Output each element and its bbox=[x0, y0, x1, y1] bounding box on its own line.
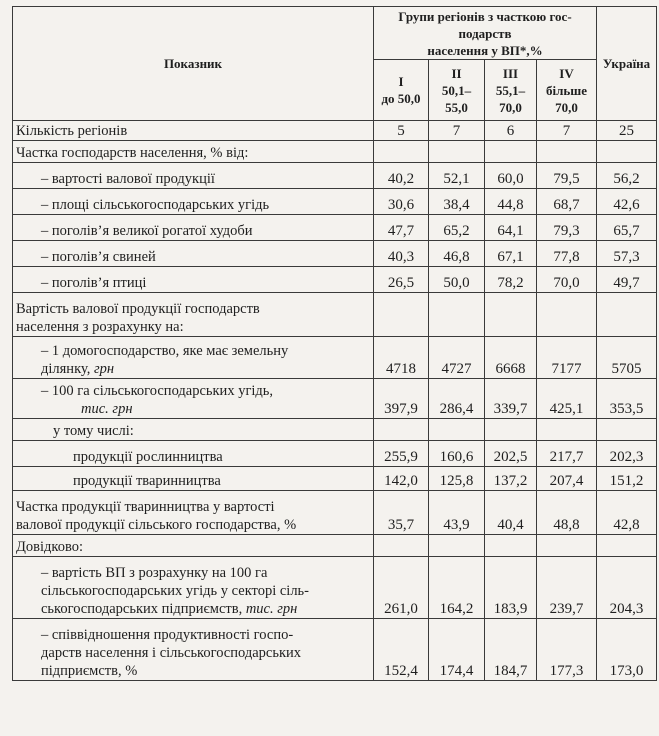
table-row bbox=[13, 619, 657, 681]
value-cell: 184,7 bbox=[485, 619, 537, 681]
row-label: продукції тваринництва bbox=[13, 467, 374, 491]
value-cell: 42,8 bbox=[597, 491, 657, 535]
value-cell: 60,0 bbox=[485, 163, 537, 189]
value-cell: 43,9 bbox=[429, 491, 485, 535]
group-1-header: I до 50,0 bbox=[374, 60, 429, 121]
value-cell: 5705 bbox=[597, 337, 657, 379]
value-cell: 255,9 bbox=[374, 441, 429, 467]
value-cell: 25 bbox=[597, 121, 657, 141]
value-cell: 5 bbox=[374, 121, 429, 141]
table-row bbox=[13, 163, 657, 189]
value-cell: 78,2 bbox=[485, 267, 537, 293]
value-cell: 4727 bbox=[429, 337, 485, 379]
table-row bbox=[13, 215, 657, 241]
table-row bbox=[13, 557, 657, 619]
row-label: – площі сільськогосподарських угідь bbox=[13, 189, 374, 215]
value-cell: 425,1 bbox=[537, 379, 597, 419]
row-label: продукції рослинництва bbox=[13, 441, 374, 467]
value-cell: 204,3 bbox=[597, 557, 657, 619]
value-cell: 286,4 bbox=[429, 379, 485, 419]
value-cell: 6668 bbox=[485, 337, 537, 379]
value-cell: 79,5 bbox=[537, 163, 597, 189]
value-cell: 152,4 bbox=[374, 619, 429, 681]
table-row bbox=[13, 337, 657, 379]
value-cell: 4718 bbox=[374, 337, 429, 379]
value-cell: 174,4 bbox=[429, 619, 485, 681]
row-label: – вартості валової продукції bbox=[13, 163, 374, 189]
value-cell: 38,4 bbox=[429, 189, 485, 215]
row-label: – поголів’я птиці bbox=[13, 267, 374, 293]
value-cell: 49,7 bbox=[597, 267, 657, 293]
row-label: Частка продукції тваринництва у вартості валової продукції сільського господарства, % bbox=[13, 491, 374, 535]
header-row-top bbox=[13, 7, 657, 60]
row-label: Вартість валової продукції господарств населення з розрахунку на: bbox=[13, 293, 374, 337]
table-row bbox=[13, 141, 657, 163]
value-cell: 30,6 bbox=[374, 189, 429, 215]
value-cell: 65,7 bbox=[597, 215, 657, 241]
value-cell: 217,7 bbox=[537, 441, 597, 467]
value-cell: 177,3 bbox=[537, 619, 597, 681]
table-row bbox=[13, 467, 657, 491]
value-cell: 40,3 bbox=[374, 241, 429, 267]
ukraine-header: Україна bbox=[597, 7, 657, 121]
value-cell: 339,7 bbox=[485, 379, 537, 419]
table-row bbox=[13, 491, 657, 535]
value-cell: 68,7 bbox=[537, 189, 597, 215]
value-cell: 7 bbox=[429, 121, 485, 141]
value-cell: 50,0 bbox=[429, 267, 485, 293]
value-cell: 67,1 bbox=[485, 241, 537, 267]
value-cell: 40,2 bbox=[374, 163, 429, 189]
row-label: Довідково: bbox=[13, 535, 374, 557]
table-row bbox=[13, 241, 657, 267]
row-label: – поголів’я свиней bbox=[13, 241, 374, 267]
table-row bbox=[13, 379, 657, 419]
value-cell: 46,8 bbox=[429, 241, 485, 267]
value-cell: 137,2 bbox=[485, 467, 537, 491]
value-cell: 65,2 bbox=[429, 215, 485, 241]
group-3-header: III 55,1– 70,0 bbox=[485, 60, 537, 121]
groups-header: Групи регіонів з часткою гос- подарств населення у ВП*,% bbox=[374, 7, 597, 60]
value-cell: 239,7 bbox=[537, 557, 597, 619]
value-cell: 183,9 bbox=[485, 557, 537, 619]
value-cell: 202,3 bbox=[597, 441, 657, 467]
value-cell: 6 bbox=[485, 121, 537, 141]
table-row bbox=[13, 535, 657, 557]
value-cell: 48,8 bbox=[537, 491, 597, 535]
value-cell: 52,1 bbox=[429, 163, 485, 189]
row-label: – 1 домогосподарство, яке має земельну ділянку, грн bbox=[13, 337, 374, 379]
value-cell: 70,0 bbox=[537, 267, 597, 293]
row-label: Частка господарств населення, % від: bbox=[13, 141, 374, 163]
value-cell: 142,0 bbox=[374, 467, 429, 491]
row-label: – 100 га сільськогосподарських угідь, тис. грн bbox=[13, 379, 374, 419]
table-row bbox=[13, 189, 657, 215]
row-label: – співвідношення продуктивності госпо- дарств населення і сільськогосподарських підприємств, % bbox=[13, 619, 374, 681]
table-row bbox=[13, 121, 657, 141]
value-cell: 160,6 bbox=[429, 441, 485, 467]
table-row bbox=[13, 293, 657, 337]
indicator-header: Показник bbox=[13, 7, 374, 121]
table-row bbox=[13, 441, 657, 467]
table-row bbox=[13, 419, 657, 441]
value-cell: 56,2 bbox=[597, 163, 657, 189]
row-label: у тому числі: bbox=[13, 419, 374, 441]
group-2-header: II 50,1– 55,0 bbox=[429, 60, 485, 121]
value-cell: 202,5 bbox=[485, 441, 537, 467]
row-label: – поголів’я великої рогатої худоби bbox=[13, 215, 374, 241]
value-cell: 47,7 bbox=[374, 215, 429, 241]
value-cell: 261,0 bbox=[374, 557, 429, 619]
value-cell: 164,2 bbox=[429, 557, 485, 619]
value-cell: 397,9 bbox=[374, 379, 429, 419]
value-cell: 77,8 bbox=[537, 241, 597, 267]
value-cell: 26,5 bbox=[374, 267, 429, 293]
value-cell: 207,4 bbox=[537, 467, 597, 491]
statistics-table bbox=[12, 6, 657, 681]
value-cell: 44,8 bbox=[485, 189, 537, 215]
value-cell: 35,7 bbox=[374, 491, 429, 535]
value-cell: 40,4 bbox=[485, 491, 537, 535]
value-cell: 64,1 bbox=[485, 215, 537, 241]
row-label: Кількість регіонів bbox=[13, 121, 374, 141]
value-cell: 57,3 bbox=[597, 241, 657, 267]
value-cell: 7177 bbox=[537, 337, 597, 379]
table-row bbox=[13, 267, 657, 293]
value-cell: 42,6 bbox=[597, 189, 657, 215]
value-cell: 125,8 bbox=[429, 467, 485, 491]
value-cell: 151,2 bbox=[597, 467, 657, 491]
value-cell: 7 bbox=[537, 121, 597, 141]
group-4-header: IV більше 70,0 bbox=[537, 60, 597, 121]
value-cell: 353,5 bbox=[597, 379, 657, 419]
value-cell: 173,0 bbox=[597, 619, 657, 681]
row-label: – вартість ВП з розрахунку на 100 га сільськогосподарських угідь у секторі сіль- ськогосподарських підприємств, тис. грн bbox=[13, 557, 374, 619]
value-cell: 79,3 bbox=[537, 215, 597, 241]
